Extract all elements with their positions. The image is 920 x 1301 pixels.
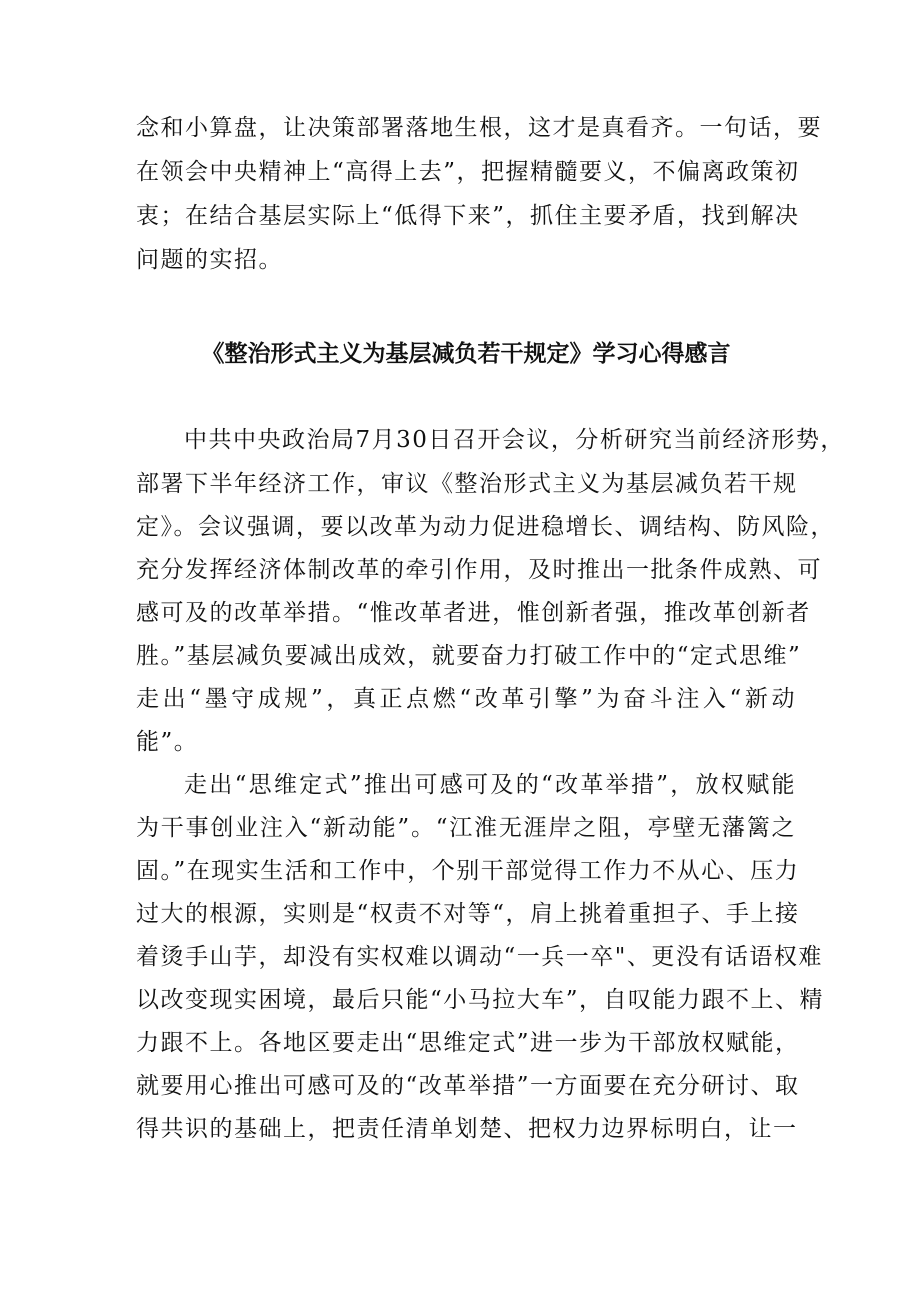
intro-line-1: 念和小算盘，让决策部署落地生根，这才是真看齐。一句话，要 bbox=[136, 115, 822, 141]
intro-line-4: 问题的实招。 bbox=[136, 247, 283, 273]
p2-line-9: 得共识的基础上，把责任清单划楚、把权力边界标明白，让一 bbox=[136, 1116, 798, 1142]
p2-line-6: 以改变现实困境，最后只能“小马拉大车”，自叹能力跟不上、精 bbox=[136, 987, 825, 1013]
p2-line-4: 过大的根源，实则是“权责不对等“，肩上挑着重担子、手上接 bbox=[136, 901, 800, 927]
intro-line-3: 衷；在结合基层实际上“低得下来”，抓住主要矛盾，找到解决 bbox=[136, 203, 800, 229]
p1-line-1: 中共中央政治局7月30日召开会议，分析研究当前经济形势， bbox=[184, 427, 845, 453]
p1-line-7: 走出“墨守成规”，真正点燃“改革引擎”为奋斗注入“新动 bbox=[136, 686, 796, 712]
p1-line-5: 感可及的改革举措。“惟改革者进，惟创新者强，推改革创新者 bbox=[136, 600, 811, 626]
p1-line-4: 充分发挥经济体制改革的牵引作用，及时推出一批条件成熟、可 bbox=[136, 557, 822, 583]
p2-line-8: 就要用心推出可感可及的“改革举措”一方面要在充分研讨、取 bbox=[136, 1073, 800, 1099]
p2-line-7: 力跟不上。各地区要走出“思维定式”进一步为干部放权赋能， bbox=[136, 1030, 800, 1056]
p1-line-6: 胜。”基层减负要减出成效，就要奋力打破工作中的“定式思维” bbox=[136, 643, 802, 669]
p1-line-3: 定》。会议强调，要以改革为动力促进稳增长、调结构、防风险， bbox=[136, 514, 835, 540]
p2-line-5: 着烫手山芋，却没有实权难以调动“一兵一卒"、更没有话语权难 bbox=[136, 944, 823, 970]
p2-line-1: 走出“思维定式”推出可感可及的“改革举措”，放权赋能 bbox=[184, 772, 796, 798]
p2-line-3: 固。”在现实生活和工作中，个别干部觉得工作力不从心、压力 bbox=[136, 858, 800, 884]
p1-line-8: 能”。 bbox=[136, 729, 199, 755]
intro-line-2: 在领会中央精神上“高得上去”，把握精髓要义，不偏离政策初 bbox=[136, 159, 800, 185]
article-title: 《整治形式主义为基层减负若干规定》学习心得感言 bbox=[201, 341, 731, 367]
p1-line-2: 部署下半年经济工作，审议《整治形式主义为基层减负若干规 bbox=[136, 471, 798, 497]
p2-line-2: 为干事创业注入“新动能”。“江淮无涯岸之阻，亭壁无藩篱之 bbox=[136, 815, 796, 841]
